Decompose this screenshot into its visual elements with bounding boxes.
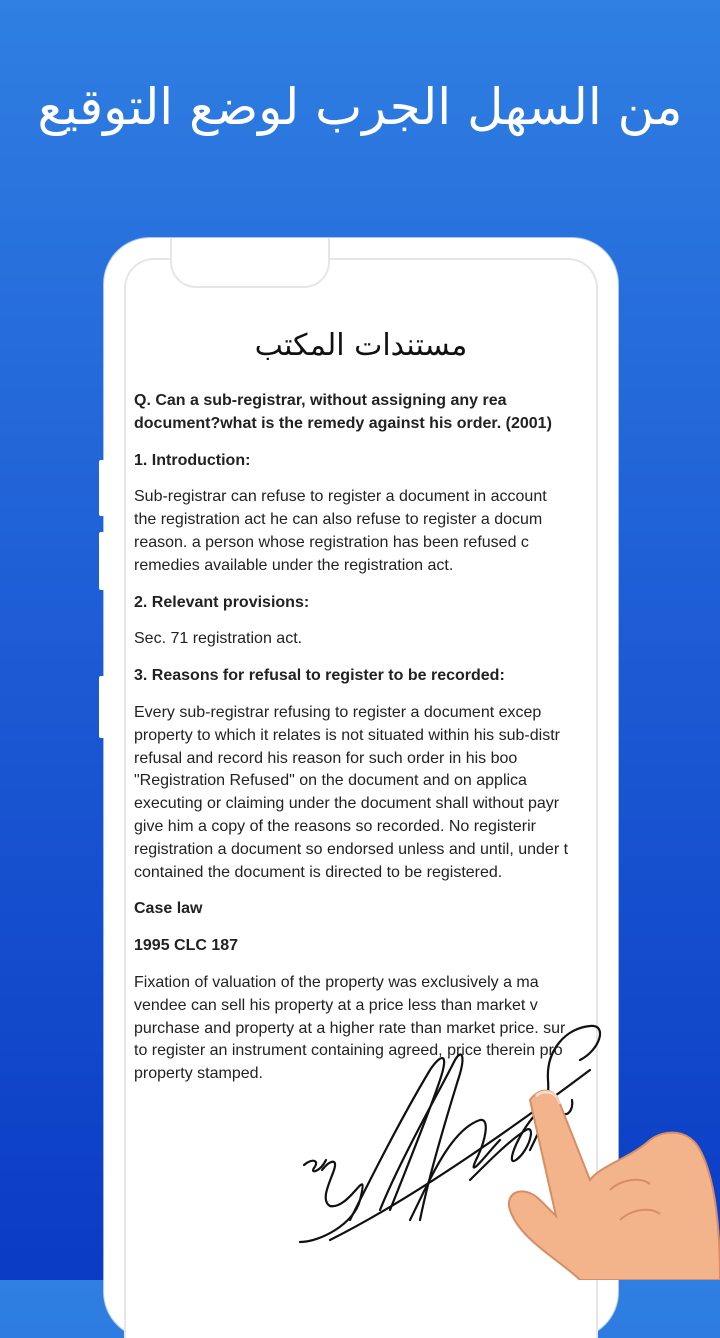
paragraph: [134, 702, 598, 884]
paragraph-line: executing or claiming under the document shall without payr: [134, 795, 560, 813]
paragraph-line: Sub-registrar can refuse to register a document in account: [134, 488, 547, 506]
paragraph-line: Fixation of valuation of the property was exclusively a ma: [134, 973, 539, 991]
paragraph-line: reason. a person whose registration has been refused c: [134, 533, 529, 551]
paragraph: Sec. 71 registration act.: [134, 630, 303, 648]
paragraph-line: refusal and record his reason for such order in his boo: [134, 749, 518, 767]
paragraph-line: "Registration Refused" on the document and on applica: [134, 772, 527, 790]
paragraph-line: property to which it relates is not situated within his sub-distr: [134, 726, 560, 744]
phone-notch: [170, 238, 330, 288]
question-line: Q. Can a sub-registrar, without assigning any rea: [134, 392, 507, 409]
paragraph-line: Every sub-registrar refusing to register a document excep: [134, 703, 542, 721]
caselaw-citation: 1995 CLC 187: [134, 937, 239, 955]
section-heading: 1. Introduction:: [134, 451, 251, 469]
paragraph-line: property stamped.: [134, 1065, 263, 1083]
paragraph-line: the registration act he can also refuse to register a docum: [134, 511, 543, 529]
paragraph-line: purchase and property at a higher rate than market price. sur: [134, 1019, 566, 1037]
section-heading: 2. Relevant provisions:: [134, 593, 310, 611]
caselaw-heading: Case law: [134, 900, 203, 918]
question-line: document?what is the remedy against his order. (2001): [134, 414, 552, 432]
paragraph-line: vendee can sell his property at a price less than market v: [134, 996, 538, 1014]
pointing-hand-icon: [500, 1080, 720, 1280]
paragraph-line: to register an instrument containing agreed, price therein pro: [134, 1042, 563, 1060]
headline: من السهل الجرب لوضع التوقيع: [37, 78, 683, 136]
paragraph-line: remedies available under the registration act.: [134, 556, 454, 574]
paragraph-line: contained the document is directed to be registered.: [134, 863, 503, 881]
document-title: مستندات المكتب: [254, 328, 468, 363]
section-heading: 3. Reasons for refusal to register to be recorded:: [134, 667, 505, 685]
paragraph: [134, 486, 598, 577]
paragraph-line: registration a document so endorsed unless and until, under t: [134, 840, 569, 858]
paragraph-line: give him a copy of the reasons so recorded. No registerir: [134, 817, 536, 835]
question: [134, 390, 598, 436]
document-body: [134, 390, 598, 1100]
